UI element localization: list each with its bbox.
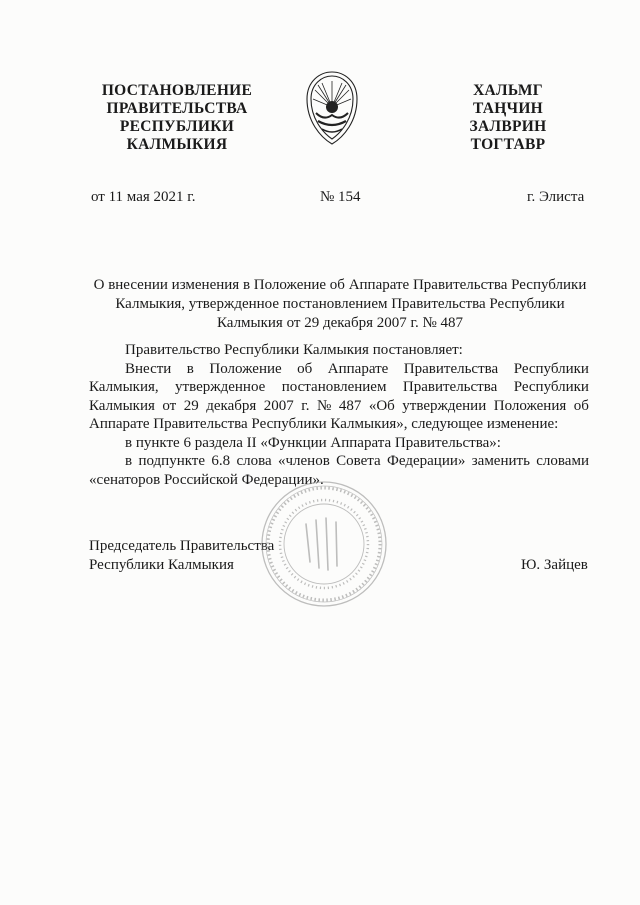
word: Республики <box>513 379 589 395</box>
word: в <box>125 453 133 469</box>
paragraph-line: в пункте 6 раздела II «Функции Аппарата Правительства»: <box>125 434 501 451</box>
paragraph-line <box>89 378 589 397</box>
word: «членов <box>278 453 330 469</box>
paragraph-line <box>89 397 589 416</box>
word: 487 <box>338 397 362 414</box>
document-title <box>80 276 600 333</box>
header-right <box>448 82 568 154</box>
word: словами <box>536 453 589 469</box>
header-left-line: КАЛМЫКИЯ <box>126 136 228 153</box>
document-city: г. Элиста <box>527 189 585 205</box>
word: об <box>297 360 313 377</box>
title-line: Калмыкия, утвержденное постановлением Правительства Республики <box>115 296 565 312</box>
paragraph-line: Аппарате Правительства Республики Калмыкия», следующее изменение: <box>89 416 559 432</box>
word: декабря <box>206 397 257 414</box>
header-left <box>92 82 262 154</box>
paragraph-line <box>89 452 589 471</box>
word: утверждении <box>402 397 487 414</box>
word: в <box>186 360 194 377</box>
word: от <box>162 397 177 414</box>
header-right-line: ТАҢЧИН <box>472 100 544 117</box>
word: утвержденное <box>175 379 266 395</box>
header-left-line: ПРАВИТЕЛЬСТВА <box>106 100 248 117</box>
word: Правительства <box>402 379 498 395</box>
signature-title-line: Республики Калмыкия <box>89 557 234 573</box>
paragraph-line <box>89 360 589 379</box>
word: Совета <box>336 453 381 469</box>
word: подпункте <box>138 453 206 469</box>
document-body <box>89 341 589 489</box>
intro-paragraph: Правительство Республики Калмыкия постановляет: <box>125 342 463 358</box>
header-left-line: ПОСТАНОВЛЕНИЕ <box>101 82 253 99</box>
word: Положение <box>209 360 282 377</box>
signatory-name: Ю. Зайцев <box>521 557 588 573</box>
word: Калмыкия <box>89 397 155 414</box>
title-line: Калмыкия от 29 декабря 2007 г. № 487 <box>216 315 464 331</box>
word: слова <box>236 453 272 469</box>
word: 6.8 <box>211 453 231 469</box>
document-number: № 154 <box>320 189 361 205</box>
word: Республики <box>513 360 589 377</box>
word: заменить <box>471 453 530 469</box>
word: Аппарате <box>327 360 389 377</box>
header-right-line: ХАЛЬМГ <box>473 82 543 99</box>
word: 2007 <box>263 397 294 414</box>
coat-of-arms-icon <box>302 69 362 147</box>
word: г. <box>301 397 310 414</box>
word: 29 <box>183 397 199 414</box>
word: Федерации» <box>387 453 466 469</box>
header-right-line: ЗАЛВРИН <box>469 118 547 135</box>
header-left-line: РЕСПУБЛИКИ <box>119 118 235 135</box>
word: постановлением <box>281 379 387 395</box>
word: Внести <box>125 360 172 377</box>
word: Правительства <box>403 360 499 377</box>
document-date: от 11 мая 2021 г. <box>91 189 196 205</box>
word: № <box>317 397 332 414</box>
header-right-line: ТОГТАВР <box>470 136 546 153</box>
word: «Об <box>368 397 395 414</box>
paragraph-line: «сенаторов Российской Федерации». <box>89 471 324 488</box>
word: Калмыкия, <box>89 379 159 395</box>
word: Положения <box>493 397 567 414</box>
official-seal-stamp <box>258 478 390 610</box>
word: об <box>573 397 589 414</box>
signature-title <box>89 537 274 575</box>
title-line: О внесении изменения в Положение об Аппарате Правительства Республики <box>93 277 587 293</box>
signature-title-line: Председатель Правительства <box>89 538 275 554</box>
